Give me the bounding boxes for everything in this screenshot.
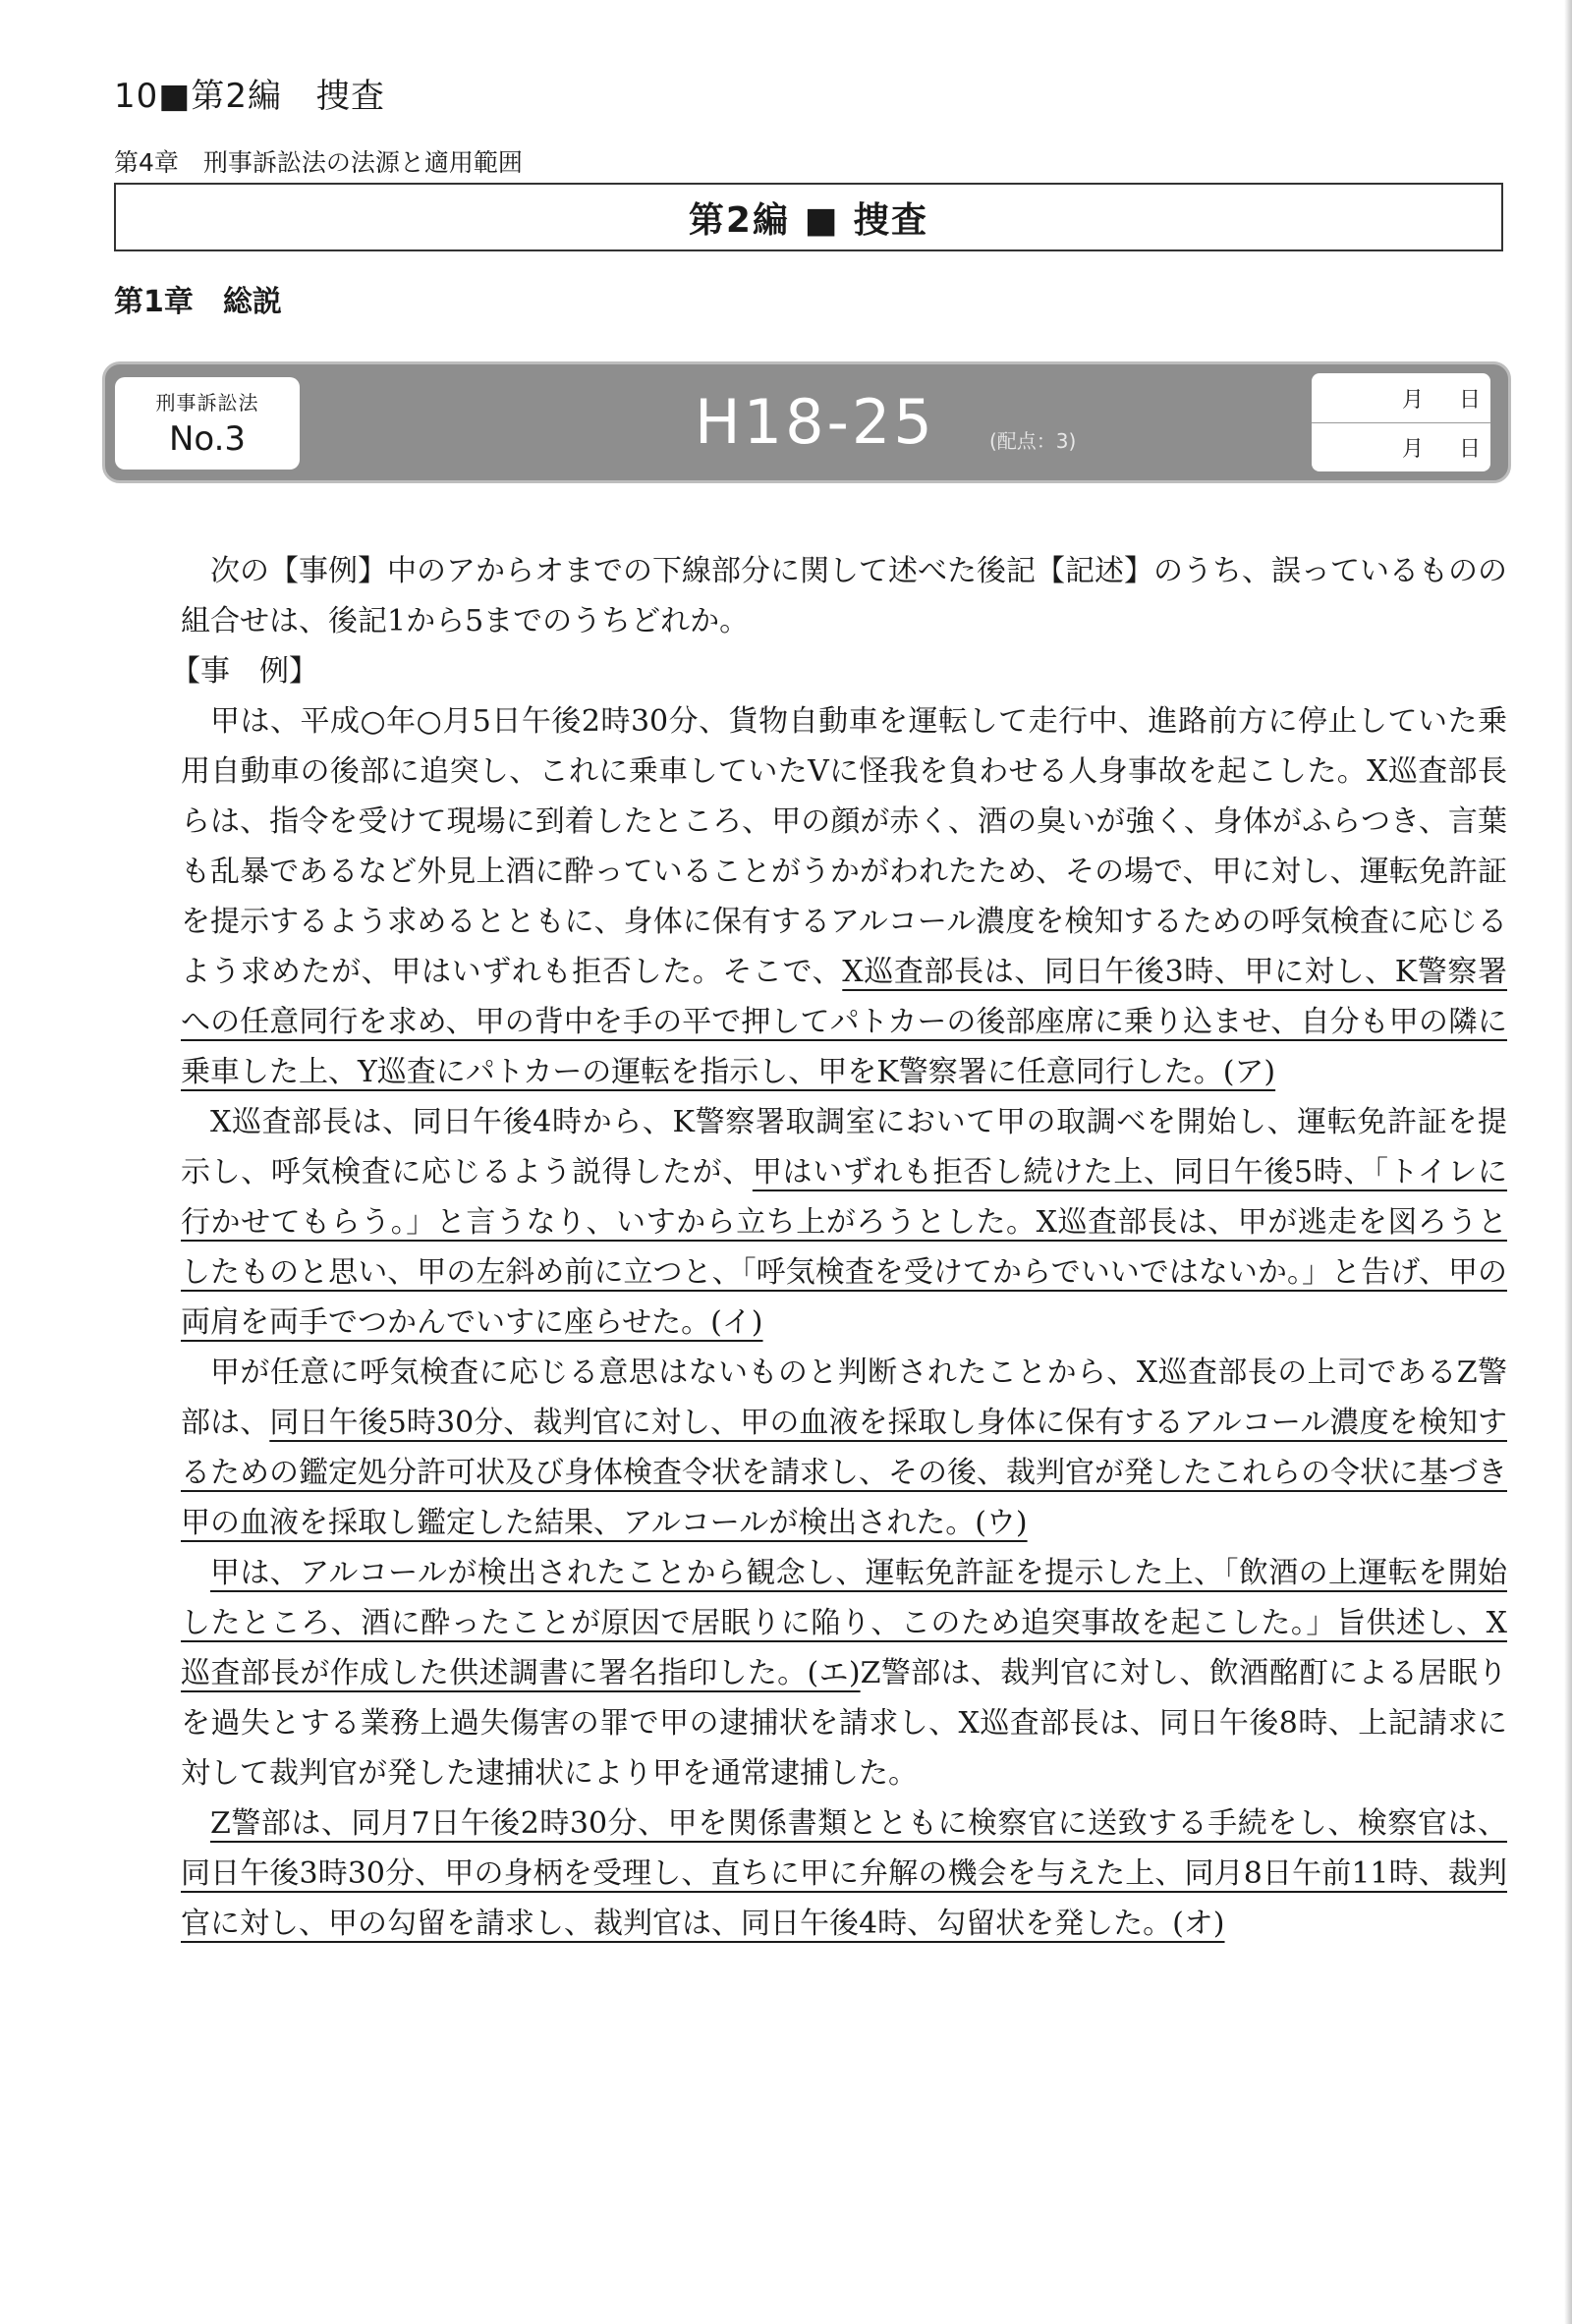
date-row [1312,422,1490,471]
question-number: No.3 [168,419,247,459]
plain-text: 甲が任意に呼気検査に応じる意思はないものと判断されたことから、X巡査部長の上司であるZ警部は、 [181,1356,1507,1440]
plain-text: 甲は、平成○年○月5日午後2時30分、貨物自動車を運転して走行中、進路前方に停止していた乗用自動車の後部に追突し、これに乗車していたVに怪我を負わせる人身事故を起こした。X巡査部長らは、指令を受けて現場に到着したところ、甲の顔が赤く、酒の臭いが強く、身体がふらつき、言葉も乱暴であるなど外見上酒に酔っていることがうかがわれたため、その場で、甲に対し、運転免許証を提示するよう求めるとともに、身体に保有するアルコール濃度を検知するための呼気検査に応じるよう求めたが、甲はいずれも拒否した。そこで、 [181,704,1507,989]
points-label: (配点：3) [989,429,1077,453]
case-paragraph-4 [181,1548,1507,1798]
question-body [171,546,1508,1949]
day-label: 日 [1458,437,1481,462]
underlined-part-o: Z警部は、同月7日午後2時30分、甲を関係書類とともに検察官に送致する手続をし、検察官は、同日午後3時30分、甲の身柄を受理し、直ちに甲に弁解の機会を与えた上、同月8日午前11時、裁判官に対し、甲の勾留を請求し、裁判官は、同日午後4時、勾留状を発した。(オ) [181,1806,1507,1941]
question-code: H18-25 [695,386,935,458]
question-intro: 次の【事例】中のアからオまでの下線部分に関して述べた後記【記述】のうち、誤っているものの組合せは、後記1から5までのうちどれか。 [181,554,1507,638]
question-number-box [115,377,300,470]
page-number: 10■第2編 捜査 [114,77,386,116]
month-label: 月 [1401,387,1424,413]
subject-label: 刑事訴訟法 [155,391,259,415]
plain-text: X巡査部長は、同日午後4時から、K警察署取調室において甲の取調べを開始し、運転免許証を提示し、呼気検査に応じるよう説得したが、 [181,1105,1507,1190]
month-label: 月 [1401,437,1424,462]
date-row [1312,373,1490,422]
day-label: 日 [1458,387,1481,413]
underlined-part-a: X巡査部長は、同日午後3時、甲に対し、K警察署への任意同行を求め、甲の背中を手の平で押してパトカーの後部座席に乗り込ませ、自分も甲の隣に乗車した上、Y巡査にパトカーの運転を指示し、甲をK警察署に任意同行した。(ア) [181,955,1508,1089]
underlined-part-u: 同日午後5時30分、裁判官に対し、甲の血液を採取し身体に保有するアルコール濃度を検知するための鑑定処分許可状及び身体検査令状を請求し、その後、裁判官が発したこれらの令状に基づき甲の血液を採取し鑑定した結果、アルコールが検出された。(ウ) [181,1406,1507,1540]
study-date-box [1312,373,1490,471]
plain-text: Z警部は、裁判官に対し、飲酒酩酊による居眠りを過失とする業務上過失傷害の罪で甲の逮捕状を請求し、X巡査部長は、同日午後8時、上記請求に対して裁判官が発した逮捕状により甲を通常逮捕した。 [181,1656,1507,1791]
underlined-part-i: 甲はいずれも拒否し続けた上、同日午後5時、「トイレに行かせてもらう。」と言うなり、いすから立ち上がろうとした。X巡査部長は、甲が逃走を図ろうとしたものと思い、甲の左斜め前に立つと、「呼気検査を受けてからでいいではないか。」と告げ、甲の両肩を両手でつかんでいすに座らせた。(イ) [181,1155,1508,1340]
case-paragraph-1 [181,696,1507,1097]
question-banner [102,361,1511,483]
part-title: 第2編 ■ 捜査 [114,183,1503,251]
page-edge-shadow [1564,0,1572,2324]
case-heading: 【事 例】 [171,654,318,689]
case-paragraph-2 [181,1097,1507,1348]
underlined-part-e: 甲は、アルコールが検出されたことから観念し、運転免許証を提示した上、「飲酒の上運転を開始したところ、酒に酔ったことが原因で居眠りに陥り、このため追突事故を起こした。」旨供述し、X巡査部長が作成した供述調書に署名指印した。(エ) [181,1556,1507,1690]
section-title: 第1章 総説 [114,285,282,319]
case-paragraph-5 [181,1798,1507,1949]
case-paragraph-3 [181,1348,1507,1548]
chapter-line: 第4章 刑事訴訟法の法源と適用範囲 [114,148,523,177]
